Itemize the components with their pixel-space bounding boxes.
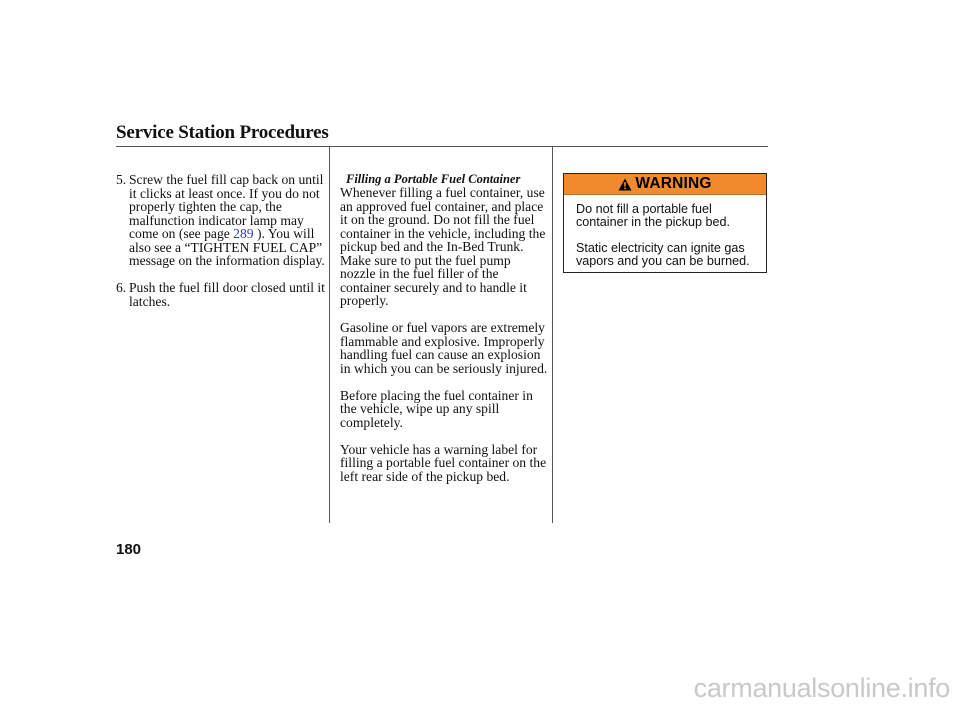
step-text-part: ). You will also see a “TIGHTEN FUEL CAP” message on the information display. — [129, 226, 325, 268]
step-number: 6. — [116, 280, 127, 295]
warning-label: WARNING — [635, 175, 712, 192]
section-paragraph: Before placing the fuel container in the vehicle, wipe up any spill completely. — [340, 387, 533, 430]
section-paragraph: Gasoline or fuel vapors are extremely flammable and explosive. Improperly handling fuel can cause an explosion in which you can be seriously injured. — [340, 320, 548, 376]
section-body — [340, 173, 548, 483]
column-divider-left — [329, 147, 330, 523]
step-6 — [116, 281, 326, 308]
page-link-289[interactable]: 289 — [233, 226, 254, 241]
header-rule — [116, 146, 768, 147]
page-number: 180 — [116, 541, 142, 558]
warning-box — [563, 173, 767, 273]
page-title: Service Station Procedures — [116, 122, 329, 143]
steps-column — [116, 173, 326, 308]
column-divider-right — [552, 147, 553, 523]
warning-text: Do not fill a portable fuel container in the pickup bed. — [576, 202, 731, 229]
watermark: carmanualsonline.info — [693, 673, 950, 703]
step-text-part: Screw the fuel fill cap back on until it clicks at least once. If you do not properly tighten the cap, the malfunction indicator lamp may come on (see page — [129, 172, 324, 241]
warning-triangle-icon — [618, 178, 632, 191]
portable-container-section — [340, 173, 548, 483]
section-paragraph: Whenever filling a fuel container, use an approved fuel container, and place it on the ground. Do not fill the fuel container in the vehicle, including the pickup bed and the In-Bed Trunk. Make sure to put the fuel pump nozzle in the fuel filler of the container securely and to handle it properly. — [340, 185, 546, 308]
warning-text: Static electricity can ignite gas vapors and you can be burned. — [576, 241, 750, 268]
section-paragraph: Your vehicle has a warning label for filling a portable fuel container on the left rear side of the pickup bed. — [340, 441, 547, 484]
warning-header — [564, 174, 766, 195]
step-text: Push the fuel fill door closed until it latches. — [129, 280, 325, 309]
step-text — [129, 173, 326, 268]
section-heading: Filling a Portable Fuel Container — [346, 172, 521, 186]
step-number: 5. — [116, 172, 127, 187]
step-5 — [116, 173, 326, 268]
warning-body — [564, 195, 766, 268]
